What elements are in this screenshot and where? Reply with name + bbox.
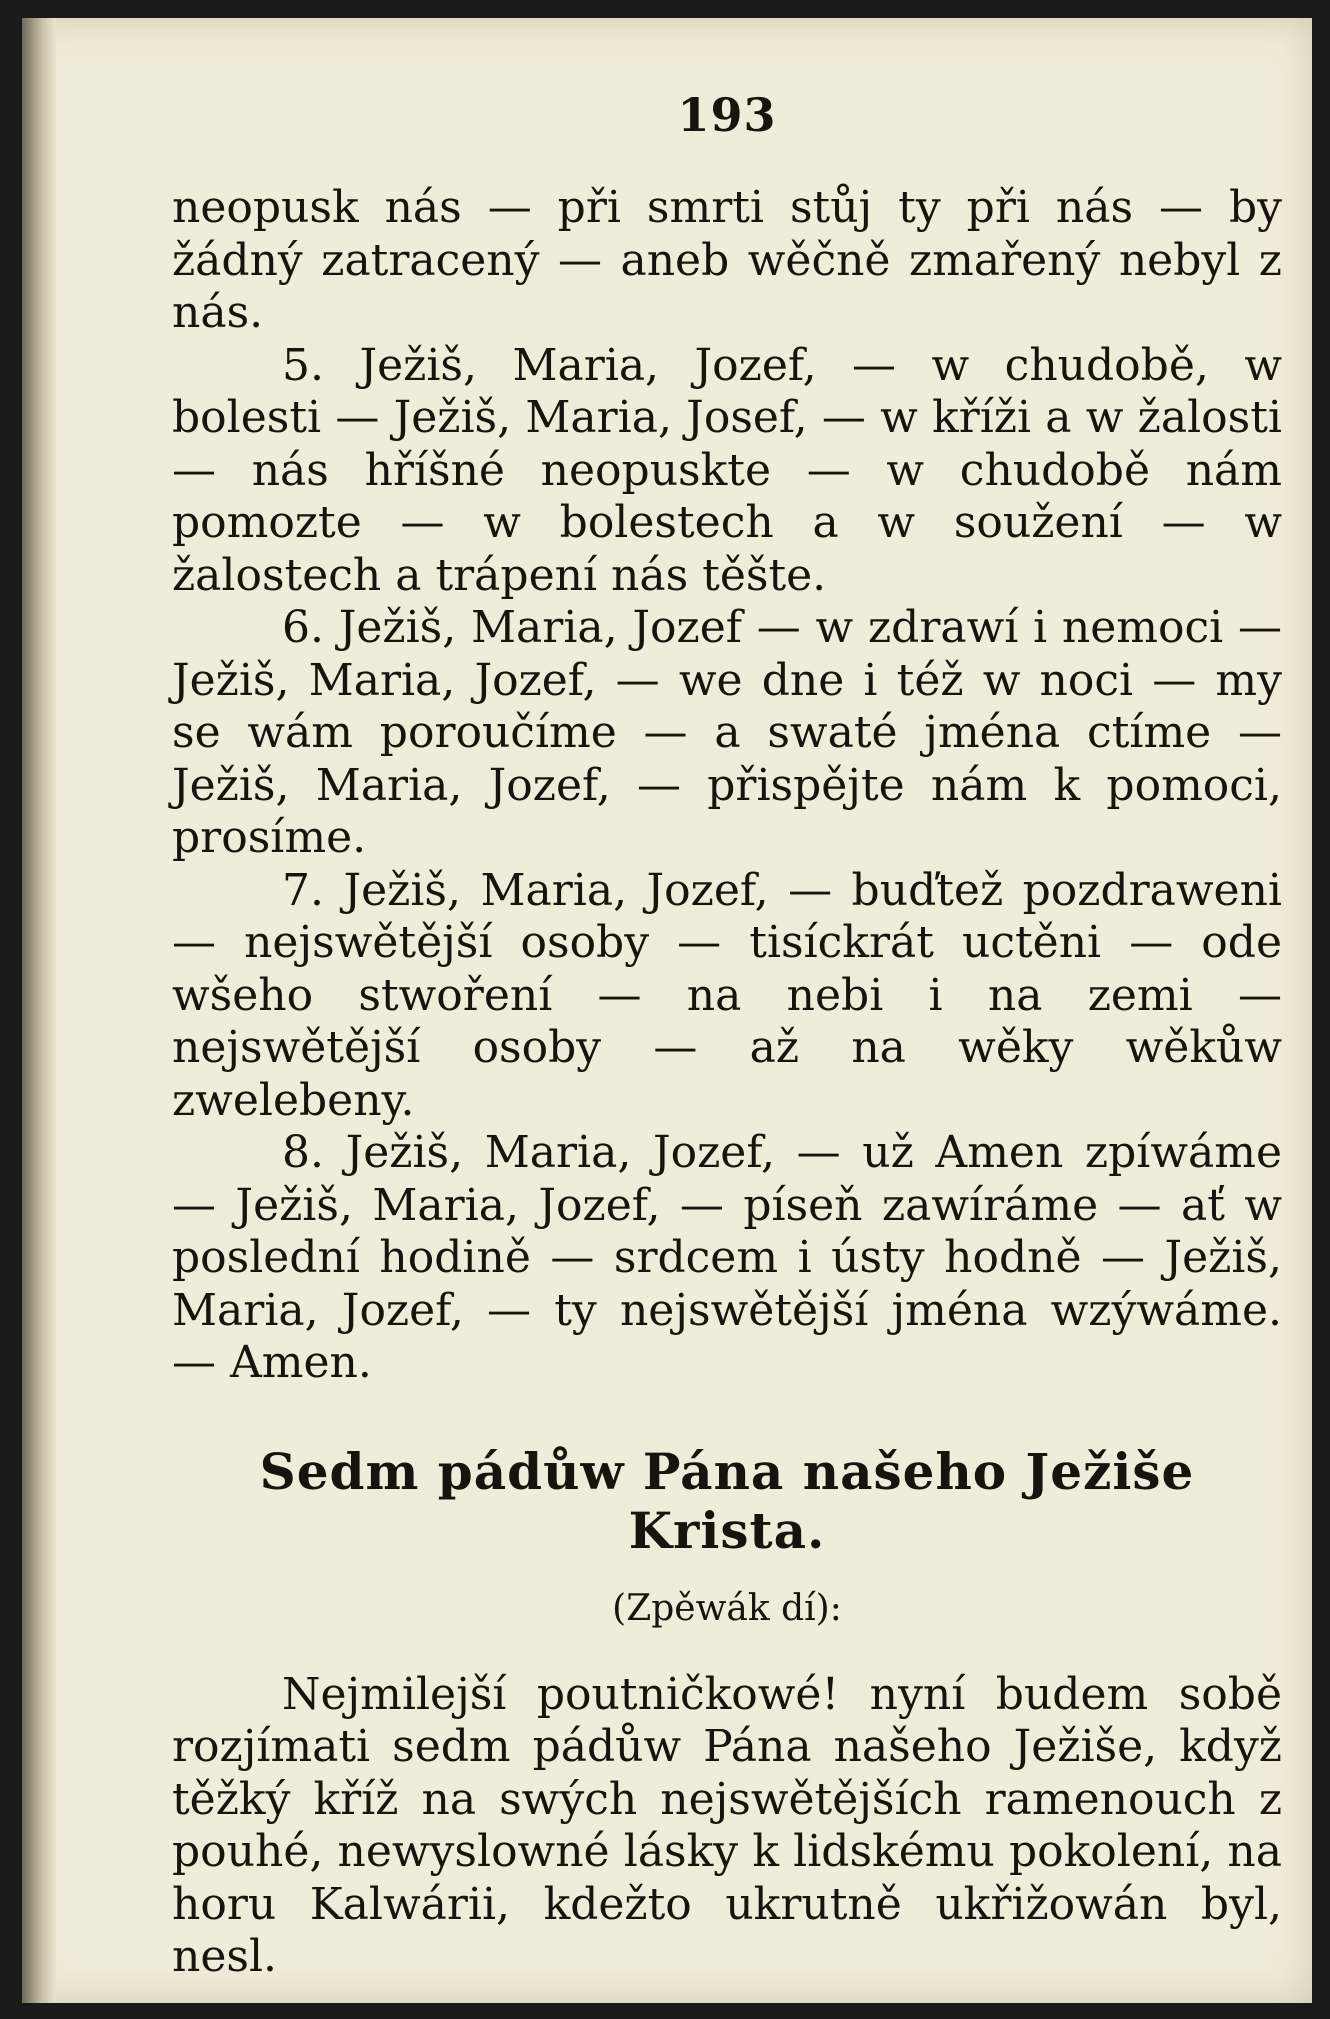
page-text-block (172, 88, 1282, 1984)
paragraph-intro: Nejmilejší poutničkowé! nyní budem sobě rozjímati sedm pádůw Pána našeho Ježiše, když těžký kříž na swých nejswětějších ramenouch z pouhé, newyslowné lásky k lidskému pokolení, na horu Kalwárii, kdežto ukrutně ukřižowán byl, nesl. (172, 1668, 1282, 1982)
section-heading: Sedm pádůw Pána našeho Ježiše Krista. (259, 1441, 1195, 1560)
page-binding-edge (22, 18, 56, 2003)
paragraph-verse-6: 6. Ježiš, Maria, Jozef — w zdrawí i nemoci — Ježiš, Maria, Jozef, — we dne i též w noci — my se wám poroučíme — a swaté jména ctíme — Ježiš, Maria, Jozef, — přispějte nám k pomoci, prosíme. (172, 602, 1282, 863)
paragraph-continuation: neopusk nás — při smrti stůj ty při nás — by žádný zatracený — aneb wěčně zmařený nebyl z nás. (172, 182, 1282, 338)
paragraph-verse-5: 5. Ježiš, Maria, Jozef, — w chudobě, w bolesti — Ježiš, Maria, Josef, — w kříži a w žalosti — nás hříšné neopuskte — w chudobě nám pomozte — w bolestech a w soužení — w žalostech a trápení nás těšte. (172, 339, 1282, 601)
paragraph-verse-8: 8. Ježiš, Maria, Jozef, — už Amen zpíwáme — Ježiš, Maria, Jozef, — píseň zawíráme — ať w poslední hodině — srdcem i ústy hodně — Ježiš, Maria, Jozef, — ty nejswětější jména wzýwáme. — Amen. (172, 1127, 1282, 1388)
book-page (22, 18, 1312, 2003)
section-subheading: (Zpěwák dí): (612, 1587, 842, 1629)
page-number: 193 (677, 88, 777, 142)
paragraph-verse-7: 7. Ježiš, Maria, Jozef, — buďtež pozdraweni — nejswětější osoby — tisíckrát uctěni — ode wšeho stwoření — na nebi i na zemi — nejswětější osoby — až na wěky wěkůw zwelebeny. (172, 864, 1282, 1126)
